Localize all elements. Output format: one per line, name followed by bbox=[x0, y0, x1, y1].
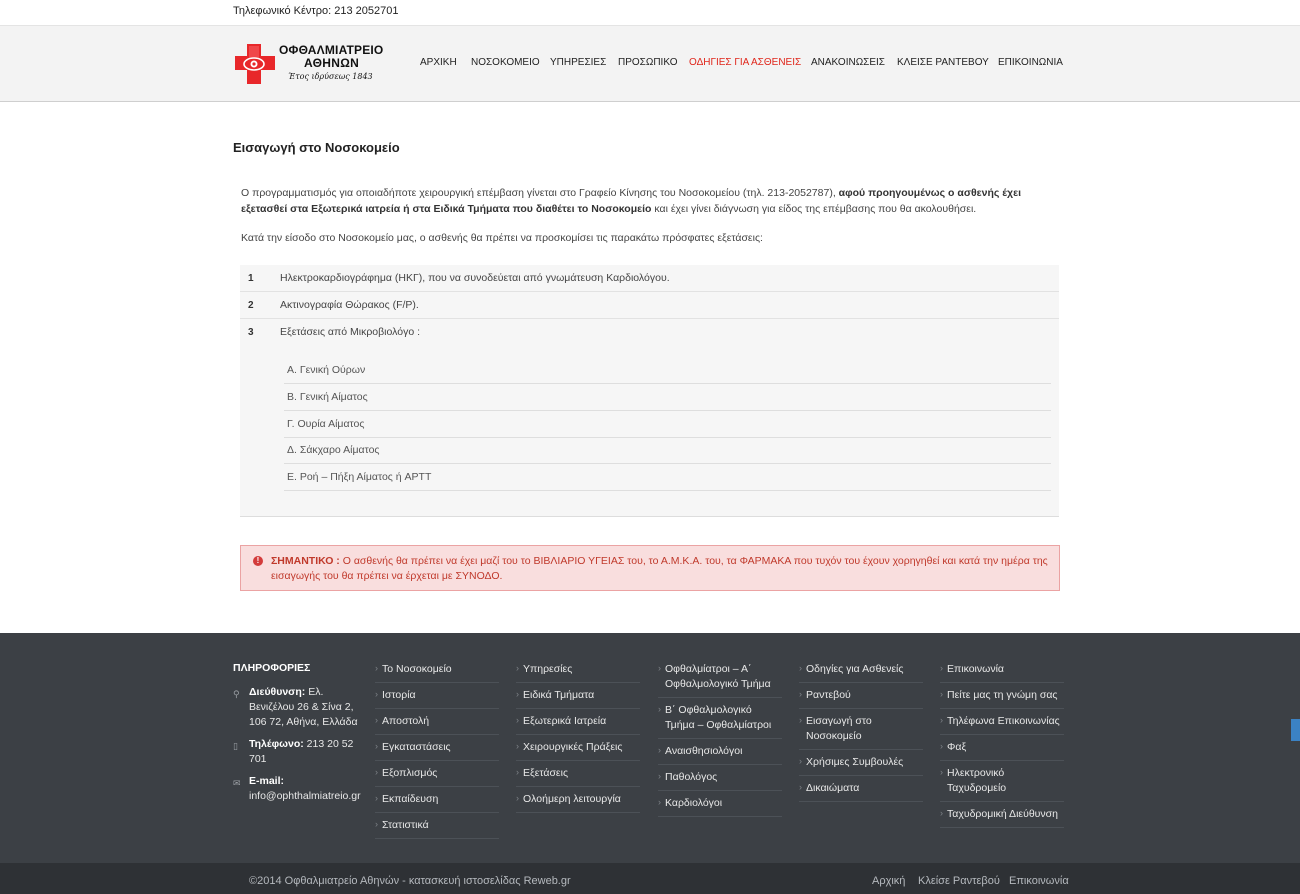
table-row bbox=[240, 292, 1059, 319]
logo-title-line2: ΑΘΗΝΩΝ bbox=[304, 56, 360, 70]
footer-col-patients bbox=[799, 657, 923, 802]
footer-link[interactable]: › Οφθαλμίατροι – Α΄ Οφθαλμολογικό Τμήμα bbox=[658, 657, 782, 698]
alert-text: Ο ασθενής θα πρέπει να έχει μαζί του το ΒΙΒΛΙΑΡΙΟ ΥΓΕΙΑΣ του, το Α.Μ.Κ.Α. του, τα ΦΑΡΜΑΚΑ που τυχόν του έχουν χορηγηθεί και κατά την ημέρα της εισαγωγής του θα πρέπει να έρχεται με ΣΥΝΟΔΟ. bbox=[271, 555, 1048, 582]
footer-contact-info bbox=[233, 685, 363, 811]
entry-paragraph: Κατά την είσοδο στο Νοσοκομείο μας, ο ασθενής θα πρέπει να προσκομίσει τις παρακάτω πρόσφατες εξετάσεις: bbox=[241, 232, 763, 244]
alert-message bbox=[271, 554, 1051, 584]
site-footer bbox=[0, 633, 1300, 863]
footer-link[interactable]: › Δικαιώματα bbox=[799, 776, 923, 802]
phone-number: Τηλεφωνικό Κέντρο: 213 2052701 bbox=[233, 5, 399, 17]
side-scroll-tab[interactable] bbox=[1291, 719, 1300, 741]
footer-link[interactable]: › Φαξ bbox=[940, 735, 1064, 761]
list-item bbox=[284, 384, 1051, 411]
footer-link[interactable]: › Το Νοσοκομείο bbox=[375, 657, 499, 683]
row-number: 2 bbox=[248, 300, 254, 311]
email-label: E-mail: bbox=[249, 775, 285, 787]
footer-link[interactable]: › Υπηρεσίες bbox=[516, 657, 640, 683]
nav-home[interactable]: ΑΡΧΙΚΗ bbox=[420, 57, 457, 68]
row-number: 3 bbox=[248, 327, 254, 338]
address-label: Διεύθυνση: bbox=[249, 686, 306, 698]
table-row bbox=[240, 265, 1059, 292]
list-item-label: Α. Γενική Ούρων bbox=[287, 364, 366, 376]
phone-value: 213 20 52 701 bbox=[249, 738, 354, 765]
address-value: Ελ. Βενιζέλου 26 & Σίνα 2, 106 72, Αθήνα, Ελλάδα bbox=[249, 686, 358, 728]
footer-link[interactable]: › Ειδικά Τμήματα bbox=[516, 683, 640, 709]
footer-info-title: ΠΛΗΡΟΦΟΡΙΕΣ bbox=[233, 662, 311, 674]
site-header bbox=[0, 25, 1300, 102]
footer-link[interactable]: › Εξοπλισμός bbox=[375, 761, 499, 787]
nav-staff[interactable]: ΠΡΟΣΩΠΙΚΟ bbox=[618, 57, 678, 68]
alert-label: ΣΗΜΑΝΤΙΚΟ : bbox=[271, 555, 340, 567]
row-number: 1 bbox=[248, 273, 254, 284]
list-item bbox=[284, 464, 1051, 491]
footer-link[interactable]: › Ταχυδρομική Διεύθυνση bbox=[940, 802, 1064, 828]
top-bar bbox=[0, 0, 1300, 25]
footer-link[interactable]: › Αποστολή bbox=[375, 709, 499, 735]
important-alert bbox=[240, 545, 1060, 591]
list-item-label: Δ. Σάκχαρο Αίματος bbox=[287, 444, 380, 456]
footer-link[interactable]: › Στατιστικά bbox=[375, 813, 499, 839]
email-value[interactable]: info@ophthalmiatreio.gr bbox=[249, 790, 361, 802]
footer-link[interactable]: › Επικοινωνία bbox=[940, 657, 1064, 683]
footer-phone bbox=[233, 737, 363, 767]
phone-label: Τηλέφωνο: bbox=[249, 738, 304, 750]
nav-book-appointment[interactable]: ΚΛΕΙΣΕ ΡΑΝΤΕΒΟΥ bbox=[897, 57, 989, 68]
intro-text-1: Ο προγραμματισμός για οποιαδήποτε χειρουργική επέμβαση γίνεται στο Γραφείο Κίνησης του Νοσοκομείου (τηλ. 213-2052787), bbox=[241, 187, 839, 199]
footer-link[interactable]: › Ιστορία bbox=[375, 683, 499, 709]
footer-link[interactable]: › Οδηγίες για Ασθενείς bbox=[799, 657, 923, 683]
red-cross-eye-icon bbox=[233, 42, 277, 86]
nav-services[interactable]: ΥΠΗΡΕΣΙΕΣ bbox=[550, 57, 607, 68]
logo-founded: Έτος ιδρύσεως 1843 bbox=[288, 72, 373, 81]
footer-col-contact bbox=[940, 657, 1064, 828]
footer-link[interactable]: › Χειρουργικές Πράξεις bbox=[516, 735, 640, 761]
footer-col-services bbox=[516, 657, 640, 813]
footer-col-staff bbox=[658, 657, 782, 817]
footer-link[interactable]: › Τηλέφωνα Επικοινωνίας bbox=[940, 709, 1064, 735]
footer-link[interactable]: › Εξωτερικά Ιατρεία bbox=[516, 709, 640, 735]
footer-link[interactable]: › Εγκαταστάσεις bbox=[375, 735, 499, 761]
footer-link[interactable]: › Καρδιολόγοι bbox=[658, 791, 782, 817]
map-marker-icon: ⚲ bbox=[233, 689, 240, 699]
list-item bbox=[284, 437, 1051, 464]
logo-title-line1: ΟΦΘΑΛΜΙΑΤΡΕΙΟ bbox=[279, 43, 384, 57]
mobile-phone-icon: ▯ bbox=[233, 741, 238, 751]
row-text: Ηλεκτροκαρδιογράφημα (ΗΚΓ), που να συνοδεύεται από γνωμάτευση Καρδιολόγου. bbox=[280, 272, 670, 284]
footer-link[interactable]: › Παθολόγος bbox=[658, 765, 782, 791]
footer-link[interactable]: › Ραντεβού bbox=[799, 683, 923, 709]
footer-col-hospital bbox=[375, 657, 499, 839]
footer-link[interactable]: › Ηλεκτρονικό Ταχυδρομείο bbox=[940, 761, 1064, 802]
page-title: Εισαγωγή στο Νοσοκομείο bbox=[233, 140, 400, 155]
footer-address bbox=[233, 685, 363, 730]
copyright: ©2014 Οφθαλμιατρείο Αθηνών - κατασκευή ιστοσελίδας Reweb.gr bbox=[249, 875, 571, 887]
footer-link[interactable]: › Πείτε μας τη γνώμη σας bbox=[940, 683, 1064, 709]
footer-link[interactable]: › Χρήσιμες Συμβουλές bbox=[799, 750, 923, 776]
row-text: Ακτινογραφία Θώρακος (F/P). bbox=[280, 299, 419, 311]
requirements-table bbox=[240, 265, 1059, 517]
bottom-link-home[interactable]: Αρχική bbox=[872, 875, 906, 887]
nav-announcements[interactable]: ΑΝΑΚΟΙΝΩΣΕΙΣ bbox=[811, 57, 885, 68]
list-item bbox=[284, 411, 1051, 438]
list-item-label: Β. Γενική Αίματος bbox=[287, 391, 368, 403]
list-item-label: Ε. Ροή – Πήξη Αίματος ή APTT bbox=[287, 471, 432, 483]
site-logo[interactable] bbox=[233, 40, 393, 88]
footer-link[interactable]: › Β΄ Οφθαλμολογικό Τμήμα – Οφθαλμίατροι bbox=[658, 698, 782, 739]
list-item-label: Γ. Ουρία Αίματος bbox=[287, 418, 365, 430]
footer-email bbox=[233, 774, 363, 804]
intro-paragraph bbox=[241, 185, 1051, 217]
row-text: Εξετάσεις από Μικροβιολόγο : bbox=[280, 326, 421, 338]
nav-hospital[interactable]: ΝΟΣΟΚΟΜΕΙΟ bbox=[471, 57, 540, 68]
nav-contact[interactable]: ΕΠΙΚΟΙΝΩΝΙΑ bbox=[998, 57, 1063, 68]
list-item bbox=[284, 357, 1051, 384]
bottom-link-appointment[interactable]: Κλείσε Ραντεβού bbox=[918, 875, 1000, 887]
envelope-icon: ✉ bbox=[233, 778, 241, 788]
footer-link[interactable]: › Εισαγωγή στο Νοσοκομείο bbox=[799, 709, 923, 750]
bottom-link-contact[interactable]: Επικοινωνία bbox=[1009, 875, 1069, 887]
bottom-bar bbox=[0, 863, 1300, 894]
footer-link[interactable]: › Ολοήμερη λειτουργία bbox=[516, 787, 640, 813]
footer-link[interactable]: › Εκπαίδευση bbox=[375, 787, 499, 813]
intro-text-bold: αφού προηγουμένως ο ασθενής έχει εξετασθεί στα Εξωτερικά ιατρεία ή στα Ειδικά Τμήματα που διαθέτει το Νοσοκομείο bbox=[241, 187, 1021, 215]
intro-text-2: και έχει γίνει διάγνωση για είδος της επέμβασης που θα ακολουθήσει. bbox=[651, 203, 977, 215]
footer-link[interactable]: › Αναισθησιολόγοι bbox=[658, 739, 782, 765]
footer-link[interactable]: › Εξετάσεις bbox=[516, 761, 640, 787]
nav-patient-instructions[interactable]: ΟΔΗΓΙΕΣ ΓΙΑ ΑΣΘΕΝΕΙΣ bbox=[689, 57, 802, 68]
exclamation-icon: ! bbox=[253, 556, 263, 566]
